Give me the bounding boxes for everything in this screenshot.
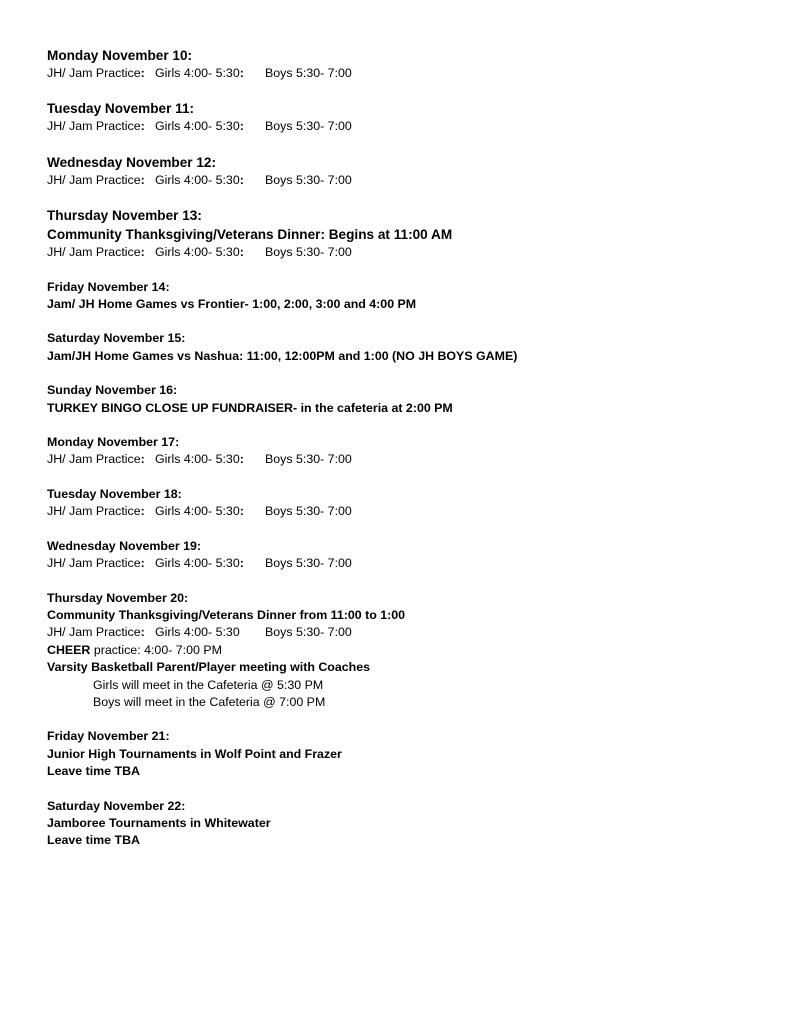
girls-colon: : (239, 504, 244, 519)
day-monday-nov-10 (47, 46, 767, 82)
boys-time: Boys 5:30- 7:00 (265, 452, 352, 467)
day-heading: Saturday November 22: (47, 798, 186, 813)
practice-label: JH/ Jam Practice (47, 504, 141, 519)
practice-colon: : (140, 66, 145, 80)
girls-colon: : (239, 245, 244, 260)
day-heading: Tuesday November 18: (47, 486, 182, 501)
practice-line (47, 65, 767, 82)
cheer-label: CHEER (47, 642, 91, 657)
day-heading: Monday November 10: (47, 48, 193, 63)
day-heading: Wednesday November 19: (47, 538, 202, 553)
practice-line (47, 244, 767, 261)
day-saturday-nov-22 (47, 798, 767, 850)
event-line: Community Thanksgiving/Veterans Dinner: Begins at 11:00 AM (47, 227, 453, 243)
day-sunday-nov-16 (47, 382, 767, 417)
event-line: Jam/JH Home Games vs Nashua: 11:00, 12:00PM and 1:00 (NO JH BOYS GAME) (47, 348, 518, 363)
practice-line (47, 503, 767, 520)
practice-colon: : (140, 625, 145, 640)
practice-label: JH/ Jam Practice (47, 172, 141, 187)
day-saturday-nov-15 (47, 330, 767, 365)
meeting-girls-line: Girls will meet in the Cafeteria @ 5:30 PM (93, 677, 324, 692)
boys-time: Boys 5:30- 7:00 (265, 172, 352, 187)
event-line: TURKEY BINGO CLOSE UP FUNDRAISER- in the cafeteria at 2:00 PM (47, 400, 453, 415)
day-wednesday-nov-19 (47, 538, 767, 573)
practice-line (47, 451, 767, 468)
day-heading: Saturday November 15: (47, 331, 186, 346)
day-heading: Monday November 17: (47, 435, 180, 450)
cheer-text: practice: 4:00- 7:00 PM (90, 642, 222, 657)
meeting-line: Varsity Basketball Parent/Player meeting with Coaches (47, 660, 370, 675)
practice-colon: : (140, 245, 145, 260)
girls-colon: : (239, 452, 244, 467)
girls-colon: : (239, 172, 244, 187)
girls-time: Girls 4:00- 5:30 (155, 625, 240, 640)
practice-colon: : (140, 172, 145, 187)
cheer-line (47, 642, 767, 659)
meeting-boys-line: Boys will meet in the Cafeteria @ 7:00 PM (93, 694, 326, 709)
girls-colon: : (239, 119, 244, 134)
day-heading: Tuesday November 11: (47, 101, 195, 117)
practice-line (47, 624, 767, 641)
day-monday-nov-17 (47, 434, 767, 469)
boys-time: Boys 5:30- 7:00 (265, 556, 352, 571)
girls-time: Girls 4:00- 5:30 (155, 504, 240, 519)
event-line: Community Thanksgiving/Veterans Dinner from 11:00 to 1:00 (47, 607, 406, 622)
practice-label: JH/ Jam Practice (47, 66, 141, 80)
boys-time: Boys 5:30- 7:00 (265, 504, 352, 519)
day-friday-nov-14 (47, 279, 767, 314)
practice-line (47, 118, 767, 135)
girls-time: Girls 4:00- 5:30 (155, 556, 240, 571)
practice-label: JH/ Jam Practice (47, 625, 141, 640)
day-heading: Sunday November 16: (47, 383, 178, 398)
girls-colon: : (239, 556, 244, 571)
day-heading: Friday November 14: (47, 279, 170, 294)
day-heading: Friday November 21: (47, 729, 170, 744)
practice-label: JH/ Jam Practice (47, 452, 141, 467)
day-heading: Thursday November 20: (47, 590, 189, 605)
day-tuesday-nov-11 (47, 99, 767, 135)
day-thursday-nov-13 (47, 206, 767, 261)
practice-colon: : (140, 119, 145, 134)
practice-colon: : (140, 452, 145, 467)
girls-time: Girls 4:00- 5:30 (155, 119, 240, 134)
practice-label: JH/ Jam Practice (47, 119, 141, 134)
girls-time: Girls 4:00- 5:30 (155, 452, 240, 467)
boys-time: Boys 5:30- 7:00 (265, 625, 352, 640)
practice-label: JH/ Jam Practice (47, 556, 141, 571)
day-heading: Wednesday November 12: (47, 154, 216, 170)
practice-colon: : (140, 556, 145, 571)
practice-line (47, 172, 767, 189)
boys-time: Boys 5:30- 7:00 (265, 66, 352, 80)
day-friday-nov-21 (47, 728, 767, 780)
practice-colon: : (140, 504, 145, 519)
practice-line (47, 555, 767, 572)
boys-time: Boys 5:30- 7:00 (265, 245, 352, 260)
event-line: Jamboree Tournaments in Whitewater (47, 815, 271, 830)
day-tuesday-nov-18 (47, 486, 767, 521)
day-wednesday-nov-12 (47, 153, 767, 189)
girls-time: Girls 4:00- 5:30 (155, 172, 240, 187)
boys-time: Boys 5:30- 7:00 (265, 119, 352, 134)
event-line: Junior High Tournaments in Wolf Point and Frazer (47, 746, 342, 761)
event-line: Jam/ JH Home Games vs Frontier- 1:00, 2:00, 3:00 and 4:00 PM (47, 297, 417, 312)
day-heading: Thursday November 13: (47, 208, 202, 224)
day-thursday-nov-20 (47, 590, 767, 712)
note-line: Leave time TBA (47, 764, 140, 779)
girls-time: Girls 4:00- 5:30 (155, 245, 240, 260)
schedule-document (47, 46, 767, 867)
practice-label: JH/ Jam Practice (47, 245, 141, 260)
note-line: Leave time TBA (47, 833, 140, 848)
girls-colon: : (239, 66, 244, 80)
girls-time: Girls 4:00- 5:30 (155, 66, 240, 80)
